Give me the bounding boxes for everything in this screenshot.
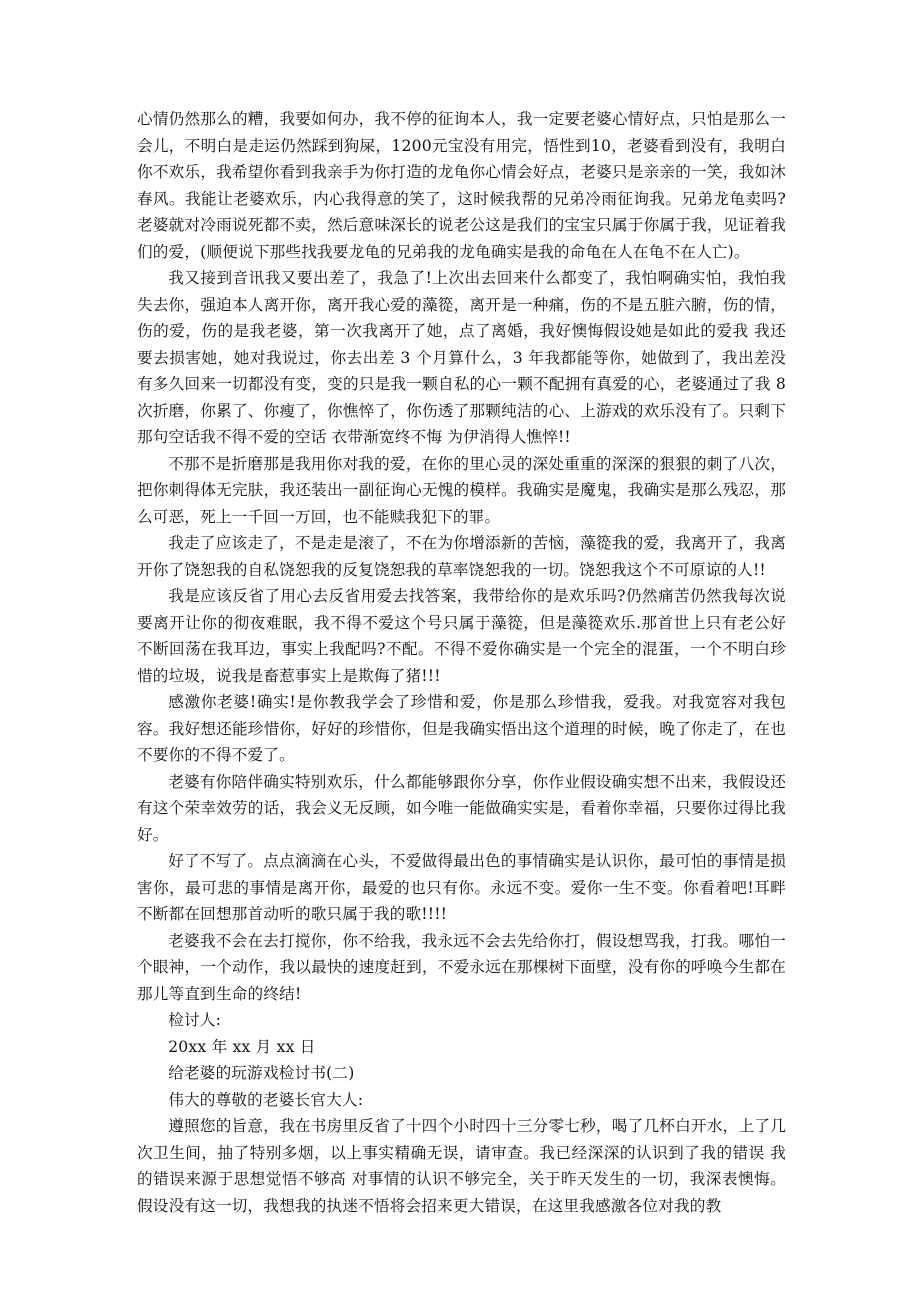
- paragraph: 我走了应该走了，不是走是滚了，不在为你增添新的苦恼，藻篵我的爱，我离开了，我离开你了饶恕我的自私饶恕我的反复饶恕我的草率饶恕我的一切。饶恕我这个不可原谅的人!!: [137, 534, 786, 579]
- paragraph: 不那不是折磨那是我用你对我的爱，在你的里心灵的深处重重的深深的狠狠的刺了八次，把你刺得体无完肤，我还装出一副征询心无愧的模样。我确实是魔鬼，我确实是那么残忍，那么可恶，死上一千回一万回，也不能赎我犯下的罪。: [137, 454, 786, 526]
- paragraph: 感激你老婆!确实!是你教我学会了珍惜和爱，你是那么珍惜我，爱我。对我宽容对我包容。我好想还能珍惜你，好好的珍惜你，但是我确实悟出这个道理的时候，晚了你走了，在也不要你的不得不爱了。: [137, 693, 786, 764]
- salutation: 伟大的尊敬的老婆长官大人:: [168, 1090, 364, 1109]
- paragraph: 老婆我不会在去打搅你，你不给我，我永远不会去先给你打，假设想骂我，打我。哪怕一个眼神，一个动作，我以最快的速度赶到，不爱永远在那棵树下面壁，没有你的呼唤今生都在那儿等直到生命的终结!: [137, 931, 786, 1003]
- paragraph: 我又接到音讯我又要出差了，我急了!上次出去回来什么都变了，我怕啊确实怕，我怕我失去你，强迫本人离开你，离开我心爱的藻篵，离开是一种痛，伤的不是五脏六腑，伤的情，伤的爱，伤的是我老婆，第一次我离开了她，点了离婚，我好懊悔假设她是如此的爱我 我还要去损害她，她对我说过，你去出差 3 个月算什么，3 年我都能等你，她做到了，我出差没有多久回来一切都没有变，变的只是我一颗自私的心一颗不配拥有真爱的心，老婆通过了我 8 次折磨，你累了、你瘦了，你憔悴了，你伤透了那颗纯洁的心、上游戏的欢乐没有了。只剩下那句空话我不得不爱的空话 衣带渐宽终不悔 为伊消得人憔悴!!: [137, 269, 786, 446]
- paragraph: 老婆有你陪伴确实特别欢乐，什么都能够跟你分享，你作业假设确实想不出来，我假设还有这个荣幸效劳的话，我会义无反顾，如今唯一能做确实实是，看着你幸福，只要你过得比我好。: [137, 772, 786, 844]
- paragraph: 我是应该反省了用心去反省用爱去找答案，我带给你的是欢乐吗?仍然痛苦仍然我每次说要离开让你的彻夜难眠，我不得不爱这个号只属于藻篵，但是藻篵欢乐.那首世上只有老公好不断回荡在我耳边，事实上我配吗?不配。不得不爱你确实是一个完全的混蛋，一个不明白珍惜的垃圾，说我是畜惹事实上是欺侮了猪!!!: [137, 587, 786, 685]
- date-line: 20xx 年 xx 月 xx 日: [168, 1037, 316, 1056]
- paragraph: 遵照您的旨意，我在书房里反省了十四个小时四十三分零七秒，喝了几杯白开水，上了几次卫生间，抽了特别多烟，以上事实精确无误，请审查。我已经深深的认识到了我的错误 我的错误来源于思想觉悟不够高 对事情的认识不够完全，关于昨天发生的一切，我深表懊悔。假设没有这一切，我想我的执迷不悟将会招来更大错误，在这里我感激各位对我的教: [137, 1117, 786, 1215]
- paragraph: 好了不写了。点点滴滴在心头，不爱做得最出色的事情确实是认识你，最可怕的事情是损害你，最可悲的事情是离开你，最爱的也只有你。永远不变。爱你一生不变。你看着吧!耳畔不断都在回想那首动听的歌只属于我的歌!!!!: [137, 852, 786, 923]
- paragraph: 心情仍然那么的糟，我要如何办，我不停的征询本人，我一定要老婆心情好点，只怕是那么一会儿，不明白是走运仍然踩到狗屎，1200元宝没有用完，悟性到10，老婆看到没有，我明白你不欢乐，我希望你看到我亲手为你打造的龙龟你心情会好点，老婆只是亲亲的一笑，我如沐春风。我能让老婆欢乐，内心我得意的笑了，这时候我帮的兄弟冷雨征询我。兄弟龙龟卖吗?老婆就对冷雨说死都不卖，然后意味深长的说老公这是我们的宝宝只属于你属于我，见证着我们的爱，(顺便说下那些找我要龙龟的兄弟我的龙龟确实是我的命龟在人在龟不在人亡)。: [137, 110, 786, 261]
- section-title: 给老婆的玩游戏检讨书(二): [168, 1064, 355, 1082]
- document-body: [137, 106, 786, 1219]
- signature-label: 检讨人:: [168, 1011, 222, 1029]
